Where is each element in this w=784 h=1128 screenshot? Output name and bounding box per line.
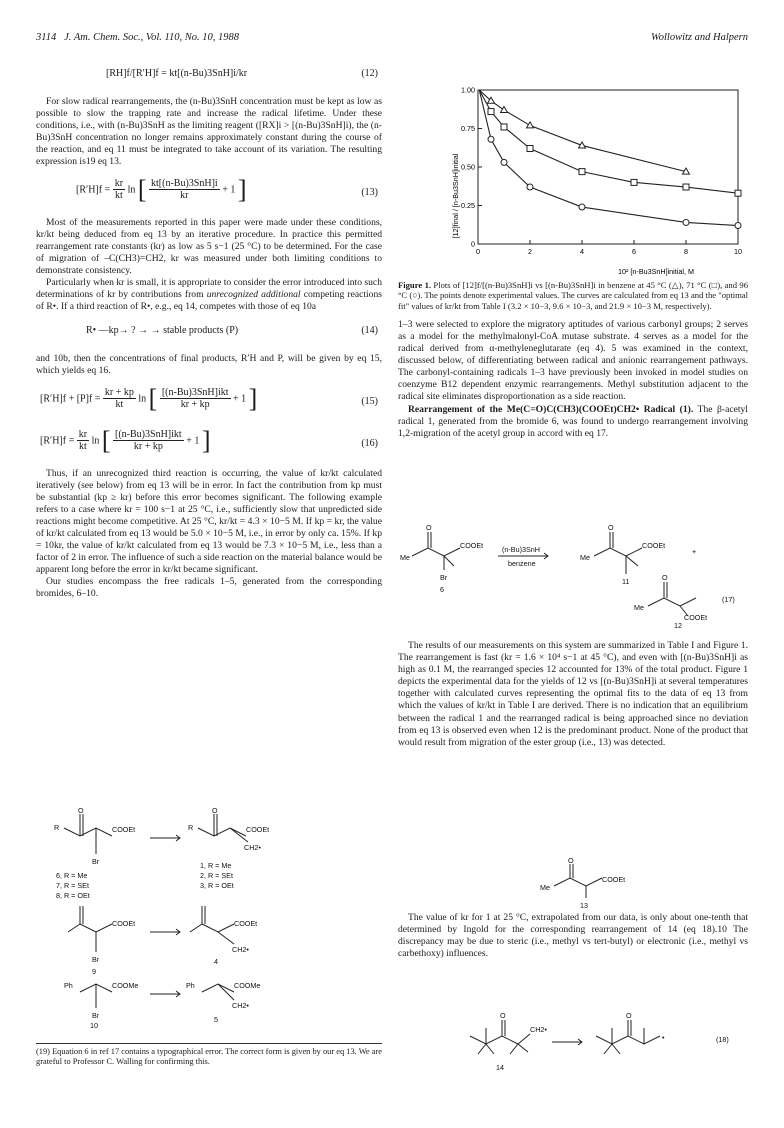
- svg-text:CH2•: CH2•: [232, 1001, 249, 1010]
- equation-15: [R′H]f + [P]f = $\frac{kr + kp}{kt}$ ln [ $\frac{\text{[(n-Bu)3SnH]ikt}}{kr + kp}$ + 1 ] (15): [40, 383, 378, 413]
- running-header-left: [36, 32, 239, 43]
- svg-text:Br: Br: [440, 573, 448, 582]
- paragraph: Rearrangement of the Me(C=O)C(CH3)(COOEt)CH2• Radical (1). The β-acetyl radical 1, generated from the bromide 6, was found to undergo rearrangement involving 1,2-migration of the acetyl group in accord with eq 17.: [398, 403, 748, 439]
- equation-12: [RH]f/[R′H]f = kt[(n-Bu)3SnH]i/kr (12): [106, 68, 378, 79]
- svg-text:COOEt: COOEt: [112, 919, 136, 928]
- square-point: [683, 184, 689, 190]
- equation-16: [R′H]f = $\frac{kr}{kt}$ ln [ $\frac{\text{[(n-Bu)3SnH]ikt}}{kr + kp}$ + 1 ] (16): [40, 425, 378, 455]
- y-tick-label: 0.25: [461, 201, 475, 210]
- series-line-triangle: [479, 90, 686, 172]
- svg-text:COOEt: COOEt: [246, 825, 270, 834]
- right-column: [398, 280, 748, 440]
- svg-text:Ph: Ph: [64, 981, 73, 990]
- square-point: [527, 146, 533, 152]
- svg-text:COOMe: COOMe: [234, 981, 261, 990]
- square-point: [579, 169, 585, 175]
- svg-text:12: 12: [674, 621, 682, 630]
- square-point: [735, 190, 741, 196]
- svg-text:benzene: benzene: [508, 559, 536, 568]
- paragraph: Thus, if an unrecognized third reaction is occurring, the value of kr/kt calculated iteratively (see below) from eq 13 will be in error. In fact the contribution from kp must be substantial (kp ≥ kr) before this error becomes significant. The following example refers to a case where kr = 100 s−1 at 25 °C, i.e., sufficiently slow that unpredicted side reactions might become competitive. At 25 °C, kr/kt = 4.3 × 10−5 M. If kp = kr, the value of kr/kt calculated from eq 13 would be 5.0 × 10−5 M, i.e., in error by only ca. 15%. If kp = 10kr, the value of kr/kt calculated from eq 13 would be 7.3 × 10−5 M, i.e., less than a factor of 2 in error. The influence of such a side reaction on the material balance would be apparent long before the error in kr/kt became significant.: [36, 467, 382, 576]
- figure-caption: Figure 1. Plots of [12]f/[(n-Bu)3SnH]i vs [(n-Bu)3SnH]i in benzene at 45 °C (△), 71 °C (□), and 96 °C (○). The points denote experimental values. The curves are calculated from eq 13 and the "optimal fit" values of kr/kt from Table I (3.2 × 10−3, 9.6 × 10−3, and 21.9 × 10−3 M, respectively).: [398, 280, 749, 311]
- svg-text:CH2•: CH2•: [232, 945, 249, 954]
- equation-18-scheme: [460, 1008, 750, 1083]
- circle-point: [488, 136, 494, 142]
- svg-text:O: O: [500, 1011, 506, 1020]
- series-line-circle: [479, 90, 738, 226]
- svg-text:COOEt: COOEt: [234, 919, 258, 928]
- chart-frame: [478, 90, 738, 244]
- x-tick-label: 6: [632, 247, 636, 256]
- svg-text:11: 11: [622, 577, 630, 586]
- equation-14: R• —kp→ ? → → stable products (P) (14): [86, 325, 378, 337]
- svg-text:6: 6: [440, 585, 444, 594]
- svg-text:6, R = Me: 6, R = Me: [56, 871, 88, 880]
- y-tick-label: 0: [471, 239, 475, 249]
- svg-text:COOMe: COOMe: [112, 981, 139, 990]
- x-tick-label: 2: [528, 247, 532, 256]
- svg-text:(17): (17): [722, 595, 735, 604]
- circle-point: [527, 184, 533, 190]
- svg-text:CH2•: CH2•: [530, 1025, 547, 1034]
- paragraph: Particularly when kr is small, it is appropriate to consider the error introduced into such determinations of kr by contributions from unrecognized additional competing reactions of R•. If a third reaction of R•, e.g., eq 14, competes with those of eq 10a: [36, 277, 383, 313]
- svg-text:2, R = SEt: 2, R = SEt: [200, 871, 233, 880]
- x-tick-label: 0: [476, 247, 480, 256]
- svg-text:5: 5: [214, 1015, 218, 1024]
- svg-text:O: O: [212, 808, 218, 815]
- svg-text:O: O: [568, 858, 574, 865]
- journal-citation: J. Am. Chem. Soc., Vol. 110, No. 10, 1988: [64, 32, 239, 43]
- running-header-authors: Wollowitz and Halpern: [650, 32, 748, 43]
- svg-text:7, R = SEt: 7, R = SEt: [56, 881, 89, 890]
- svg-text:COOEt: COOEt: [602, 875, 626, 884]
- x-tick-label: 4: [580, 247, 584, 256]
- svg-text:R: R: [188, 823, 194, 832]
- svg-text:O: O: [662, 573, 668, 582]
- svg-text:(n-Bu)3SnH: (n-Bu)3SnH: [502, 545, 540, 554]
- left-column: [36, 56, 382, 601]
- svg-text:3, R = OEt: 3, R = OEt: [200, 881, 234, 890]
- figure-1: [398, 84, 758, 285]
- svg-text:+: +: [692, 547, 697, 556]
- y-tick-label: 0.50: [461, 162, 475, 172]
- svg-text:O: O: [426, 523, 432, 532]
- footnote-19: (19) Equation 6 in ref 17 contains a typographical error. The correct form is given by our eq 13. We are grateful to Professor C. Walling for confirming this.: [36, 1043, 382, 1068]
- svg-text:Br: Br: [92, 955, 100, 964]
- svg-text:•: •: [662, 1033, 665, 1042]
- page-number: 3114: [36, 32, 57, 43]
- svg-text:Br: Br: [92, 1011, 100, 1020]
- svg-text:CH2•: CH2•: [244, 843, 261, 852]
- chart-xlabel: 10² [n-Bu3SnH]initial, M: [618, 267, 694, 276]
- svg-text:8, R = OEt: 8, R = OEt: [56, 891, 90, 900]
- circle-point: [683, 219, 689, 225]
- svg-text:R: R: [54, 823, 60, 832]
- figure-1-chart: [398, 84, 758, 280]
- paragraph: The value of kr for 1 at 25 °C, extrapolated from our data, is only about one-tenth that determined by Ingold for the corresponding rearrangement of 14 (eq 18).10 The discrepancy may be due to steric (i.e., methyl vs tert-butyl) or electronic (i.e., methyl vs carbethoxy) influences.: [398, 912, 748, 960]
- right-column-bottom: [398, 912, 748, 960]
- paragraph: Most of the measurements reported in this paper were made under these conditions, kr/kt being deduced from eq 13 by an iterative procedure. In practice this permitted rearrangement rate constants (kr) as low as 5 s−1 (25 °C) to be determined. For the case of migration of –C(CH3)=CH2, kr was measured under both limiting conditions to demonstrate consistency.: [36, 216, 382, 276]
- paragraph: and 10b, then the concentrations of final products, R′H and P, will be given by eq 15, which yields eq 16.: [36, 353, 382, 377]
- square-point: [488, 109, 494, 115]
- svg-text:(18): (18): [716, 1035, 729, 1044]
- svg-text:COOEt: COOEt: [460, 541, 484, 550]
- circle-point: [735, 223, 741, 229]
- svg-text:1, R = Me: 1, R = Me: [200, 861, 232, 870]
- triangle-point: [527, 122, 534, 128]
- svg-text:14: 14: [496, 1063, 504, 1072]
- equation-13: [R′H]f = $\frac{kr}{kt}$ ln [ $\frac{\text{kt[(n-Bu)3SnH]i}}{kr}$ + 1 ] (13): [76, 174, 378, 204]
- svg-text:10: 10: [90, 1021, 98, 1030]
- y-tick-label: 0.75: [461, 124, 475, 133]
- svg-text:O: O: [626, 1011, 632, 1020]
- square-point: [501, 124, 507, 130]
- chart-ylabel: [12]final / [n-Bu3SnH]initial: [451, 153, 460, 239]
- right-column-lower: [398, 640, 748, 749]
- paragraph: 1–3 were selected to explore the migratory aptitudes of various carbonyl groups; 2 serves as a model for the methylmalonyl-CoA mutase substrate. 4 serves as a model for the radical derived from α-methyleneglutarate (eq 4). 5 was examined in the context, discussed below, of differentiating between radical and anionic rearrangement pathways. The carbonyl-containing radicals 1–3 have previously been invoked in model studies on coenzyme B12 dependent enzymic rearrangements. Methyl substitution adjacent to the radical site eliminates disproportionation as a side reaction.: [398, 318, 748, 403]
- y-tick-label: 1.00: [461, 85, 475, 95]
- paragraph: Our studies encompass the free radicals 1–5, generated from the corresponding bromides, 6–10.: [36, 576, 382, 600]
- triangle-point: [501, 107, 508, 113]
- svg-text:Ph: Ph: [186, 981, 195, 990]
- svg-text:COOEt: COOEt: [684, 613, 708, 622]
- svg-text:9: 9: [92, 967, 96, 976]
- square-point: [631, 179, 637, 185]
- svg-text:COOEt: COOEt: [112, 825, 136, 834]
- circle-point: [501, 159, 507, 165]
- x-tick-label: 8: [684, 247, 688, 256]
- x-tick-label: 10: [734, 247, 742, 256]
- circle-point: [579, 204, 585, 210]
- series-line-square: [479, 90, 738, 193]
- paragraph: The results of our measurements on this system are summarized in Table I and Figure 1. The rearrangement is fast (kr = 1.6 × 10⁴ s−1 at 45 °C), and even with [(n-Bu)3SnH]i as high as 0.1 M, the rearranged species 12 accounted for 13% of the total product. Figure 1 depicts the experimental data for the yields of 12 vs [(n-Bu)3SnH]i at several temperatures together with calculated curves representing the optimal fits to the data of eq 13 from which the values of kr/kt in Table I are derived. There is no indication that an equilibrium between the radical 1 and the rearranged radical is being approached since no deviation from eq 13 is observed even when 12 is the predominant product. None of the product that would result from migration of the ester group (i.e., 13) was detected.: [398, 640, 748, 748]
- svg-text:COOEt: COOEt: [642, 541, 666, 550]
- structures-1-10: [50, 808, 370, 1030]
- svg-text:4: 4: [214, 957, 218, 966]
- svg-text:Me: Me: [580, 553, 590, 562]
- svg-text:Me: Me: [634, 603, 644, 612]
- svg-text:Br: Br: [92, 857, 100, 866]
- paragraph: For slow radical rearrangements, the (n-Bu)3SnH concentration must be kept as low as possible to slow the trapping rate and increase the radical lifetime. Under these conditions, i.e., with (n-Bu)3SnH as the limiting reagent ([RX]i > [(n-Bu)3SnH]i), the (n-Bu)3SnH concentration no longer remains approximately constant during the course of the reaction, and eq 11 must be integrated to take account of its variation. The resulting expression is19 eq 13.: [36, 96, 382, 168]
- svg-text:O: O: [78, 808, 84, 815]
- equation-17-scheme: [398, 522, 748, 635]
- svg-text:Me: Me: [400, 553, 410, 562]
- compound-13: [540, 858, 660, 915]
- svg-text:Me: Me: [540, 883, 550, 892]
- svg-text:13: 13: [580, 901, 588, 910]
- svg-text:O: O: [608, 523, 614, 532]
